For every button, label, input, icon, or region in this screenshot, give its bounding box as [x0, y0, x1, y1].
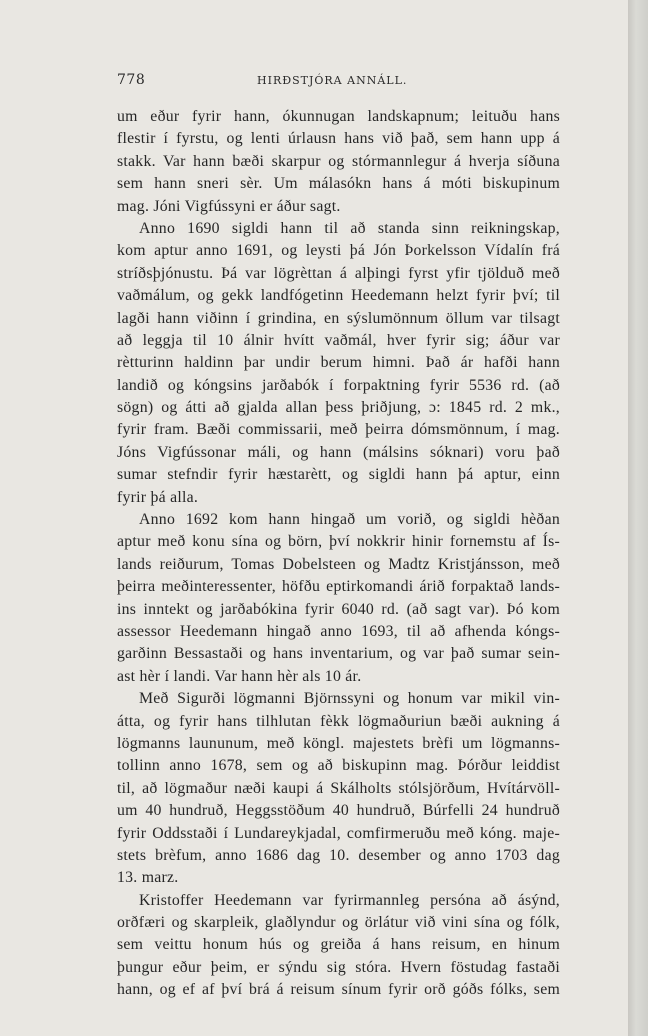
text-line: mag. Jóni Vigfússyni er áður sagt. — [117, 197, 341, 215]
text-line: fyrir þá alla. — [117, 488, 199, 506]
text-line: lögmanns laununum, með köngl. majestets brèfi um lögmanns- — [117, 734, 560, 752]
text-line: tollinn anno 1678, sem og að biskupinn mag. Þórður leiddist — [117, 757, 560, 775]
text-line: stríðsþjónustu. Þá var lögrèttan á alþingi fyrst yfir tjölduð með — [117, 264, 560, 282]
text-line: orðfæri og skarpleik, glaðlyndur og örlátur við vini sína og fólk, — [117, 914, 560, 932]
page-edge — [628, 0, 648, 1036]
paragraph-start-line: Anno 1692 kom hann hingað um vorið, og sigldi hèðan — [139, 511, 560, 529]
page-header — [117, 72, 558, 94]
paragraph-start-line: Kristoffer Heedemann var fyrirmannleg persóna að ásýnd, — [139, 891, 560, 909]
paragraph-start-line: Með Sigurði lögmanni Björnssyni og honum var mikil vin- — [139, 690, 560, 708]
paragraph-start-line: Anno 1690 sigldi hann til að standa sinn reikningskap, — [139, 219, 560, 237]
text-line: sumar stefndir fyrir hæstarètt, og sigldi hann þá aptur, einn — [117, 466, 560, 484]
text-line: fyrir Oddsstaði í Lundareykjadal, comfirmeruðu með kóng. maje- — [117, 824, 560, 842]
text-line: Jóns Vigfússonar máli, og hann (málsins sóknari) voru það — [117, 443, 560, 461]
text-line: hann, og ef af því brá á reisum sínum fyrir orð góðs fólks, sem — [117, 981, 560, 999]
page-number: 778 — [117, 72, 146, 88]
body-text — [117, 106, 560, 1002]
text-line: að leggja til 10 álnir hvítt vaðmál, hver fyrir sig; áður var — [117, 331, 560, 349]
text-line: rètturinn haldinn þar undir berum himni. Það ár hafði hann — [117, 354, 560, 372]
text-line: fyrir fram. Bæði commissarii, með þeirra dómsmönnum, í mag. — [117, 421, 560, 439]
text-line: þungur eður þeim, er sýndu sig stóra. Hvern föstudag fastaði — [117, 958, 560, 976]
text-line: vaðmálum, og gekk landfógetinn Heedemann helzt fyrir því; til — [117, 287, 560, 305]
text-line: ins inntekt og jarðabókina fyrir 6040 rd. (að sagt var). Þó kom — [117, 600, 560, 618]
text-line: stakk. Var hann bæði skarpur og stórmannlegur á hverja síðuna — [117, 152, 560, 170]
text-line: aptur með konu sína og börn, því nokkrir hinir fornemstu af Ís- — [117, 533, 560, 551]
text-line: um 40 hundruð, Heggsstöðum 40 hundruð, Búrfelli 24 hundruð — [117, 802, 560, 820]
text-line: átta, og fyrir hans tilhlutan fèkk lögmaðuriun bæði aukning á — [117, 712, 560, 730]
text-line: sem hann sneri sèr. Um málasókn hans á móti biskupinum — [117, 175, 560, 193]
text-line: assessor Heedemann hingað anno 1693, til að afhenda kóngs- — [117, 622, 560, 640]
text-line: sem veittu honum hús og greiða á hans reisum, en hinum — [117, 936, 560, 954]
text-line: til, að lögmaður næði kaupi á Skálholts stólsjörðum, Hvítárvöll- — [117, 779, 560, 797]
text-line: 13. marz. — [117, 869, 179, 887]
text-line: sögn) og átti að gjalda allan þess þriðjung, ɔ: 1845 rd. 2 mk., — [117, 399, 560, 417]
running-title: HIRÐSTJÓRA ANNÁLL. — [257, 74, 408, 87]
text-line: landið og kóngsins jarðabók í forpaktning fyrir 5536 rd. (að — [117, 376, 560, 394]
text-line: þeirra meðinteressenter, höfðu eptirkomandi árið forpaktað lands- — [117, 578, 560, 596]
text-line: lagði hann viðinn í grindina, en sýslumönnum öllum var tilsagt — [117, 309, 560, 327]
text-line: ast hèr í landi. Var hann hèr als 10 ár. — [117, 667, 362, 685]
text-line: stets brèfum, anno 1686 dag 10. desember og anno 1703 dag — [117, 846, 560, 864]
text-line: um eður fyrir hann, ókunnugan landskapnum; leituðu hans — [117, 108, 560, 125]
text-line: flestir í fyrstu, og lenti úrlausn hans við það, sem hann upp á — [117, 130, 560, 148]
text-line: garðinn Bessastaði og hans inventarium, og var það sumar sein- — [117, 645, 560, 663]
text-line: kom aptur anno 1691, og leysti þá Jón Þorkelsson Vídalín frá — [117, 242, 560, 260]
text-line: lands reiðurum, Tomas Dobelsteen og Madtz Kristjánsson, með — [117, 555, 560, 573]
